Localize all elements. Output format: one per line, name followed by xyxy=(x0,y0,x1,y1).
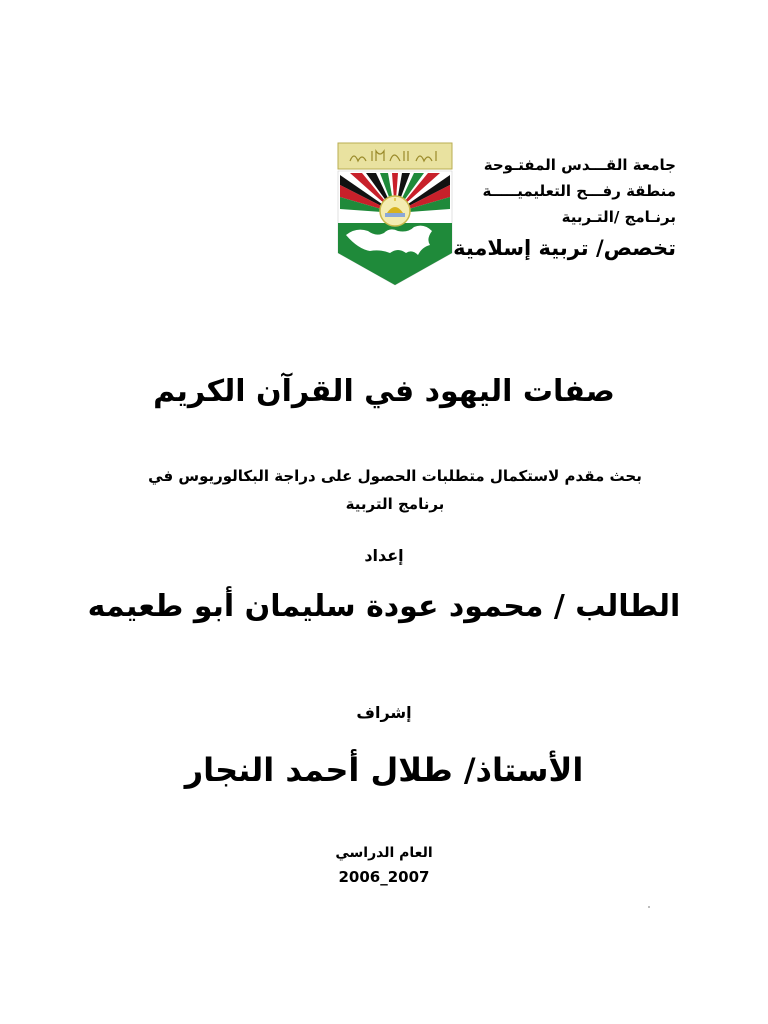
supervision-label: إشراف xyxy=(356,703,412,722)
page-speck xyxy=(648,906,650,908)
research-title: صفات اليهود في القرآن الكريم xyxy=(153,374,615,409)
university-emblem-icon xyxy=(336,141,454,287)
institution-header xyxy=(453,152,676,264)
region-name: منطقة رفـــح التعليميـــــة xyxy=(482,182,676,200)
university-name: جامعة القـــدس المفتـوحة xyxy=(483,156,676,174)
prepared-by-label: إعداد xyxy=(364,546,404,565)
university-logo xyxy=(336,141,454,287)
student-name: الطالب / محمود عودة سليمان أبو طعيمه xyxy=(87,589,681,624)
program-name: برنـامج /التـربية xyxy=(561,208,676,226)
academic-year-label: العام الدراسي xyxy=(335,845,433,861)
specialization: تخصص/ تربية إسلامية xyxy=(453,236,676,260)
research-subtitle: بحث مقدم لاستكمال متطلبات الحصول على دراجة البكالوريوس في برنامج التربية xyxy=(148,467,642,513)
academic-year: 2006_2007 xyxy=(338,868,430,886)
supervisor-name: الأستاذ/ طلال أحمد النجار xyxy=(184,751,584,789)
